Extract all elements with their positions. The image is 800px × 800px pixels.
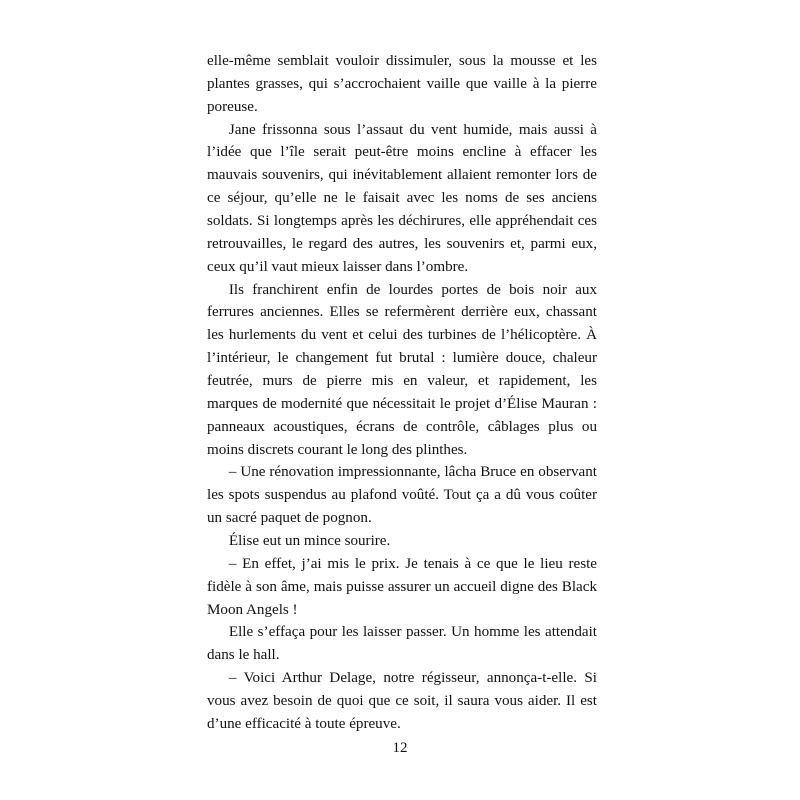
paragraph: – Une rénovation impressionnante, lâcha Bruce en observant les spots suspendus au plafond voûté. Tout ça a dû vous coûter un sacré paquet de pognon. xyxy=(207,464,597,527)
paragraph: – En effet, j’ai mis le prix. Je tenais à ce que le lieu reste fidèle à son âme, mais puisse assurer un accueil digne des Black Moon Angels ! xyxy=(207,555,597,618)
paragraph: Ils franchirent enfin de lourdes portes de bois noir aux ferrures anciennes. Elles se refermèrent derrière eux, chassant les hurlements du vent et celui des turbines de l’hélicoptère. À l’intérieur, le changement fut brutal : lumière douce, chaleur feutrée, murs de pierre mis en valeur, et rapidement, les marques de modernité que nécessitait le projet d’Élise Mauran : panneaux acoustiques, écrans de contrôle, câblages plus ou moins discrets courant le long des plinthes. xyxy=(207,281,597,458)
page-number: 12 xyxy=(392,740,408,756)
paragraph: – Voici Arthur Delage, notre régisseur, annonça-t-elle. Si vous avez besoin de quoi que ce soit, il saura vous aider. Il est d’une efficacité à toute épreuve. xyxy=(207,670,597,732)
paragraph: Jane frissonna sous l’assaut du vent humide, mais aussi à l’idée que l’île serait peut-être moins encline à effacer les mauvais souvenirs, qui inévitablement allaient remonter lors de ce séjour, qu’elle ne le faisait avec les noms de ses anciens soldats. Si longtemps après les déchirures, elle appréhendait ces retrouvailles, le regard des autres, les souvenirs et, parmi eux, ceux qu’il vaut mieux laisser dans l’ombre. xyxy=(207,121,597,275)
paragraph: elle-même semblait vouloir dissimuler, sous la mousse et les plantes grasses, qui s’accrochaient vaille que vaille à la pierre poreuse. xyxy=(207,53,597,115)
page-body-text xyxy=(207,50,597,736)
paragraph: Élise eut un mince sourire. xyxy=(228,533,391,550)
paragraph: Elle s’effaça pour les laisser passer. Un homme les attendait dans le hall. xyxy=(207,624,597,664)
